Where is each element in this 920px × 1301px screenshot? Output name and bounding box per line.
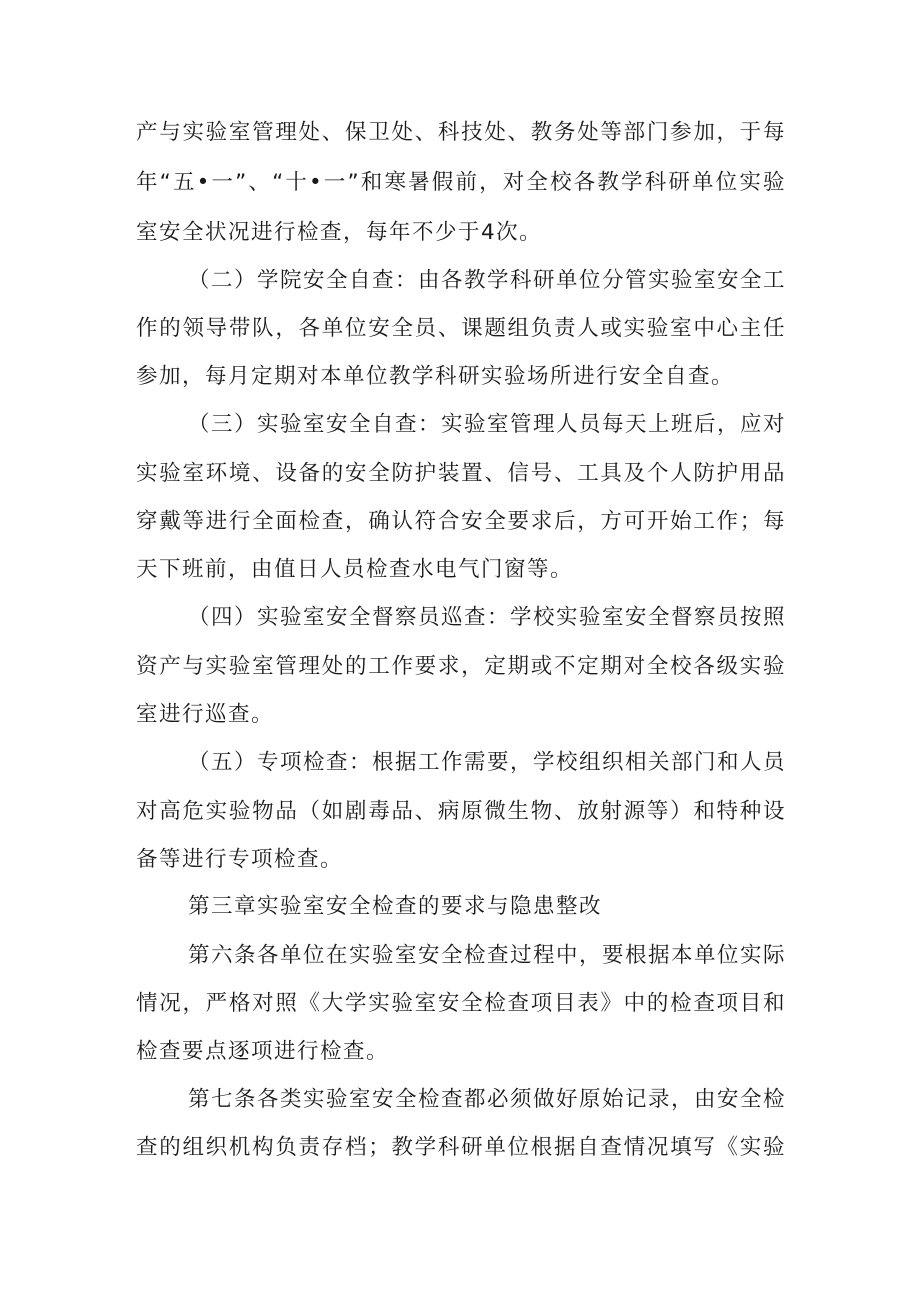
text-line: 资产与实验室管理处的工作要求，定期或不定期对全校各级实验 [136,654,786,679]
text-line: 第六条各单位在实验室安全检查过程中，要根据本单位实际 [188,943,787,968]
text-line: 实验室环境、设备的安全防护装置、信号、工具及个人防护用品 [136,461,786,486]
text-line: 参加，每月定期对本单位教学科研实验场所进行安全自查。 [136,364,735,389]
chapter-heading: 第三章实验室安全检查的要求与隐患整改 [188,894,603,919]
text-line: 查的组织机构负责存档；教学科研单位根据自查情况填写《实验 [136,1135,786,1160]
text-line: 穿戴等进行全面检查，确认符合安全要求后，方可开始工作；每 [136,509,786,534]
text-line: 年“五•一”、“十•一”和寒暑假前，对全校各教学科研单位实验 [136,170,786,195]
text-line: 检查要点逐项进行检查。 [136,1039,390,1064]
text-line: 情况，严格对照《大学实验室安全检查项目表》中的检查项目和 [136,991,786,1016]
text-line: 作的领导带队，各单位安全员、课题组负责人或实验室中心主任 [136,316,786,341]
text-line: 产与实验室管理处、保卫处、科技处、教务处等部门参加，于每 [136,120,786,145]
text-line: 备等进行专项检查。 [136,847,344,872]
text-line: （四）实验室安全督察员巡查：学校实验室安全督察员按照 [188,605,787,630]
text-line: 室进行巡查。 [136,702,275,727]
text-line: （二）学院安全自查：由各教学科研单位分管实验室安全工 [188,268,787,293]
text-line: 对高危实验物品（如剧毒品、病原微生物、放射源等）和特种设 [136,799,786,824]
text-line: 室安全状况进行检查，每年不少于4次。 [136,220,543,245]
text-line: 第七条各类实验室安全检查都必须做好原始记录，由安全检 [188,1087,787,1112]
text-line: 天下班前，由值日人员检查水电气门窗等。 [136,557,574,582]
text-line: （五）专项检查：根据工作需要，学校组织相关部门和人员 [188,750,787,775]
text-line: （三）实验室安全自查：实验室管理人员每天上班后，应对 [188,412,787,437]
